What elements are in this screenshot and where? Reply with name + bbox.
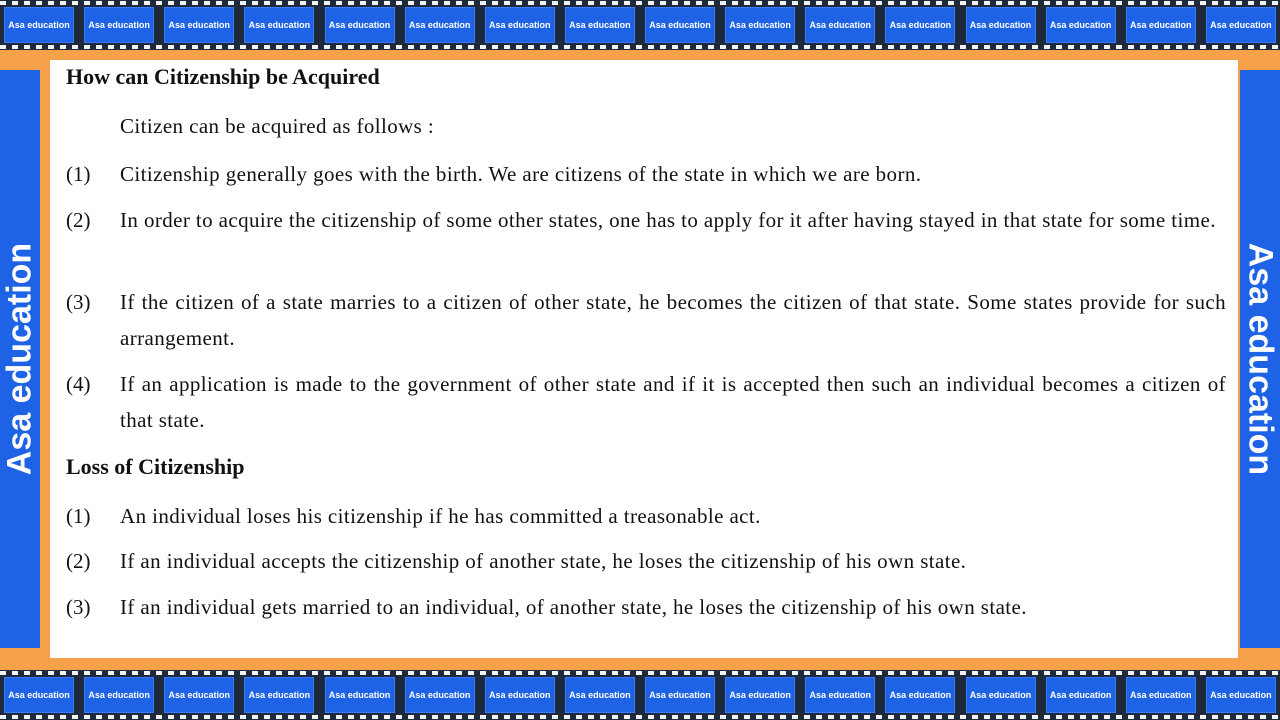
right-watermark-text: Asa education (1241, 242, 1280, 476)
item-text: An individual loses his citizenship if he has committed a treasonable act. (120, 504, 761, 528)
item-number: (2) (66, 549, 91, 573)
bottom-watermark-strip (0, 670, 1280, 720)
watermark-tile: Asa education (164, 677, 234, 713)
watermark-tile: Asa education (1046, 677, 1116, 713)
watermark-tile: Asa education (1206, 677, 1276, 713)
watermark-tile: Asa education (164, 7, 234, 43)
item-number: (3) (66, 290, 91, 314)
watermark-tile: Asa education (885, 677, 955, 713)
item-number: (1) (66, 162, 91, 186)
acquire-heading: How can Citizenship be Acquired (66, 64, 380, 89)
watermark-tile: Asa education (84, 7, 154, 43)
watermark-tile: Asa education (405, 677, 475, 713)
item-text: If an application is made to the government of other state and if it is accepted then such an individual becomes a citizen of that state. (120, 372, 1226, 432)
watermark-tile: Asa education (325, 677, 395, 713)
watermark-tile: Asa education (565, 677, 635, 713)
watermark-tile: Asa education (725, 7, 795, 43)
item-number: (1) (66, 504, 91, 528)
watermark-tile: Asa education (966, 677, 1036, 713)
watermark-tile: Asa education (645, 7, 715, 43)
loss-heading: Loss of Citizenship (66, 454, 245, 479)
watermark-tile: Asa education (325, 7, 395, 43)
watermark-tile: Asa education (645, 677, 715, 713)
watermark-tile: Asa education (725, 677, 795, 713)
item-number: (2) (66, 208, 91, 232)
watermark-tile: Asa education (4, 7, 74, 43)
watermark-tile: Asa education (805, 7, 875, 43)
watermark-tile: Asa education (4, 677, 74, 713)
watermark-tile: Asa education (805, 677, 875, 713)
item-text: If an individual accepts the citizenship of another state, he loses the citizenship of his own state. (120, 549, 967, 573)
watermark-tile: Asa education (244, 677, 314, 713)
watermark-tile: Asa education (966, 7, 1036, 43)
left-watermark-text: Asa education (0, 242, 39, 476)
watermark-tile: Asa education (84, 677, 154, 713)
watermark-tile: Asa education (405, 7, 475, 43)
document-page (50, 60, 1238, 658)
watermark-tile: Asa education (485, 7, 555, 43)
watermark-tile: Asa education (885, 7, 955, 43)
right-watermark-banner (1240, 70, 1280, 648)
watermark-tile: Asa education (565, 7, 635, 43)
top-watermark-strip (0, 0, 1280, 50)
item-number: (4) (66, 372, 91, 396)
watermark-tile: Asa education (1206, 7, 1276, 43)
watermark-tile: Asa education (1126, 677, 1196, 713)
item-text: Citizenship generally goes with the birth. We are citizens of the state in which we are born. (120, 162, 922, 186)
watermark-tile: Asa education (244, 7, 314, 43)
left-watermark-banner (0, 70, 40, 648)
watermark-tile: Asa education (485, 677, 555, 713)
item-text: If the citizen of a state marries to a citizen of other state, he becomes the citizen of that state. Some states provide for such arrangement. (120, 290, 1226, 350)
item-text: If an individual gets married to an individual, of another state, he loses the citizenship of his own state. (120, 595, 1027, 619)
item-number: (3) (66, 595, 91, 619)
watermark-tile: Asa education (1046, 7, 1116, 43)
item-text: In order to acquire the citizenship of some other states, one has to apply for it after having stayed in that state for some time. (120, 208, 1216, 232)
watermark-tile: Asa education (1126, 7, 1196, 43)
acquire-intro: Citizen can be acquired as follows : (120, 114, 435, 138)
